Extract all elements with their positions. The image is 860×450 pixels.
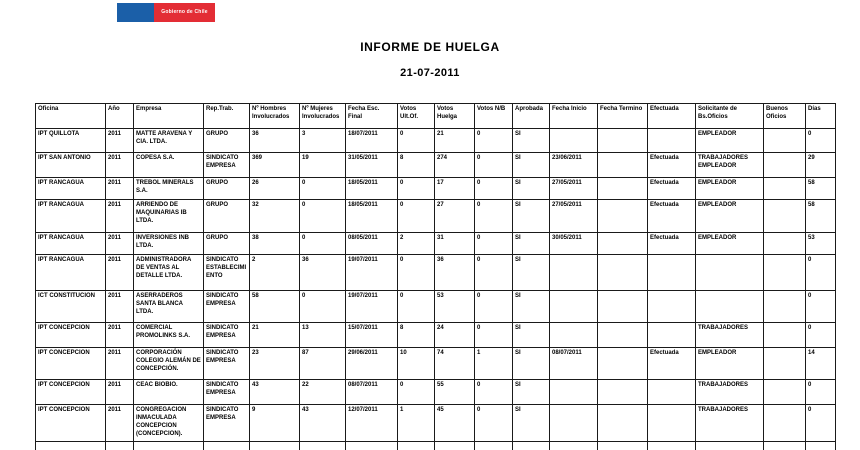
column-header: Año <box>106 104 134 129</box>
logo-text: Gobierno de Chile <box>161 9 208 15</box>
table-body <box>36 129 836 450</box>
table-cell: SI <box>513 380 550 405</box>
table-cell: 53 <box>435 291 475 323</box>
table-cell: 18/07/2011 <box>346 129 398 153</box>
table-cell <box>598 380 648 405</box>
table-cell: 08/05/2011 <box>346 233 398 255</box>
table-cell: 29/06/2011 <box>346 348 398 380</box>
table-cell: SI <box>513 323 550 348</box>
table-cell: IPT CONCEPCION <box>36 380 106 405</box>
column-header: Efectuada <box>648 104 696 129</box>
table-cell <box>435 442 475 450</box>
table-cell: 45 <box>435 405 475 442</box>
table-cell: 36 <box>300 255 346 291</box>
table-cell: GRUPO <box>204 129 250 153</box>
table-cell: 3 <box>300 129 346 153</box>
table-cell: 18/05/2011 <box>346 200 398 233</box>
table-cell: 30/05/2011 <box>550 233 598 255</box>
table-cell: 53 <box>806 233 836 255</box>
table-head <box>36 104 836 129</box>
table-cell: 0 <box>475 405 513 442</box>
table-cell: 23/06/2011 <box>550 153 598 178</box>
table-cell: IPT CONCEPCION <box>36 348 106 380</box>
table-cell: SI <box>513 200 550 233</box>
table-cell: IPT RANCAGUA <box>36 178 106 200</box>
table-cell: 36 <box>250 129 300 153</box>
table-cell: 24 <box>435 323 475 348</box>
table-cell <box>475 442 513 450</box>
table-cell: 23 <box>250 348 300 380</box>
table-cell: 22 <box>300 380 346 405</box>
table-cell: Efectuada <box>648 200 696 233</box>
column-header: Solicitante de Bs.Oficios <box>696 104 764 129</box>
table-cell: 19 <box>300 153 346 178</box>
table-cell: 369 <box>250 153 300 178</box>
table-cell: IPT QUILLOTA <box>36 129 106 153</box>
table-cell: TRABAJADORES <box>696 405 764 442</box>
table-cell <box>696 442 764 450</box>
table-row <box>36 380 836 405</box>
table-cell: 27 <box>435 200 475 233</box>
table-cell <box>598 405 648 442</box>
table-cell <box>764 153 806 178</box>
table-cell: SINDICATO ESTABLECIMIENTO <box>204 255 250 291</box>
table-cell: 274 <box>435 153 475 178</box>
table-cell: ASERRADEROS SANTA BLANCA LTDA. <box>134 291 204 323</box>
table-cell <box>648 442 696 450</box>
table-cell <box>806 442 836 450</box>
column-header: Fecha Termino <box>598 104 648 129</box>
table-cell: 74 <box>435 348 475 380</box>
table-cell: COPESA S.A. <box>134 153 204 178</box>
table-cell <box>764 200 806 233</box>
table-cell: 2011 <box>106 323 134 348</box>
table-cell: 2011 <box>106 348 134 380</box>
table-cell <box>696 255 764 291</box>
table-cell: Efectuada <box>648 348 696 380</box>
table-cell <box>598 323 648 348</box>
column-header: Fecha Inicio <box>550 104 598 129</box>
column-header: Empresa <box>134 104 204 129</box>
table-cell: GRUPO <box>204 200 250 233</box>
table-cell: SI <box>513 291 550 323</box>
logo-flag-red <box>154 3 215 22</box>
table-cell: 2011 <box>106 405 134 442</box>
table-cell: 0 <box>398 200 435 233</box>
table-cell: 0 <box>806 129 836 153</box>
table-cell <box>598 442 648 450</box>
table-cell <box>648 291 696 323</box>
table-cell: 0 <box>475 380 513 405</box>
column-header: Fecha Esc. Final <box>346 104 398 129</box>
table-cell: SI <box>513 153 550 178</box>
table-cell <box>764 380 806 405</box>
header-row <box>36 104 836 129</box>
table-cell: EMPLEADOR <box>696 200 764 233</box>
table-row <box>36 291 836 323</box>
table-cell: 2011 <box>106 129 134 153</box>
table-row <box>36 200 836 233</box>
table-row <box>36 323 836 348</box>
table-cell: CEAC BIOBIO. <box>134 380 204 405</box>
table-cell: 19/07/2011 <box>346 291 398 323</box>
table-cell: Efectuada <box>648 178 696 200</box>
table-cell: IPT RANCAGUA <box>36 255 106 291</box>
table-cell <box>550 255 598 291</box>
table-cell: 2011 <box>106 291 134 323</box>
table-cell: 2011 <box>106 178 134 200</box>
table-cell <box>764 233 806 255</box>
table-row <box>36 405 836 442</box>
table-cell <box>648 255 696 291</box>
column-header: Votos Huelga <box>435 104 475 129</box>
column-header: Buenos Oficios <box>764 104 806 129</box>
table-cell: 31/05/2011 <box>346 153 398 178</box>
report-table <box>35 103 836 450</box>
table-row <box>36 153 836 178</box>
table-cell <box>696 291 764 323</box>
table-cell <box>598 129 648 153</box>
table-cell: SI <box>513 129 550 153</box>
table-cell: SI <box>513 233 550 255</box>
table-cell: 58 <box>806 178 836 200</box>
table-cell: 31 <box>435 233 475 255</box>
table-cell: 9 <box>250 405 300 442</box>
table-cell: 58 <box>806 200 836 233</box>
table-cell: 0 <box>475 153 513 178</box>
table-cell: SI <box>513 405 550 442</box>
table-cell <box>648 323 696 348</box>
table-cell: 26 <box>250 178 300 200</box>
table-cell <box>598 178 648 200</box>
table-cell: EMPLEADOR <box>696 348 764 380</box>
table-cell <box>598 200 648 233</box>
table-cell <box>550 291 598 323</box>
table-cell: SI <box>513 178 550 200</box>
table-cell: SINDICATO EMPRESA <box>204 380 250 405</box>
table-cell: TRABAJADORES <box>696 380 764 405</box>
report-date: 21-07-2011 <box>400 67 460 79</box>
table-cell <box>106 442 134 450</box>
logo-flag-blue <box>117 3 154 22</box>
table-cell: 43 <box>250 380 300 405</box>
table-cell: SINDICATO EMPRESA <box>204 291 250 323</box>
table-cell: CONGREGACION INMACULADA CONCEPCION (CONCEPCION). <box>134 405 204 442</box>
table-cell <box>598 255 648 291</box>
table-cell <box>764 442 806 450</box>
table-cell: Efectuada <box>648 153 696 178</box>
table-cell: 17 <box>435 178 475 200</box>
table-cell: 0 <box>475 178 513 200</box>
table-cell: 0 <box>398 129 435 153</box>
table-cell: SI <box>513 348 550 380</box>
table-cell: 0 <box>475 255 513 291</box>
table-cell <box>764 255 806 291</box>
table-cell <box>764 291 806 323</box>
table-cell <box>346 442 398 450</box>
table-cell: SINDICATO EMPRESA <box>204 405 250 442</box>
table-cell: 87 <box>300 348 346 380</box>
table-cell: 13 <box>300 323 346 348</box>
table-cell: EMPLEADOR <box>696 233 764 255</box>
table-cell: SINDICATO EMPRESA <box>204 348 250 380</box>
table-cell <box>598 233 648 255</box>
table-cell: 08/07/2011 <box>550 348 598 380</box>
table-cell: 2011 <box>106 233 134 255</box>
table-cell: 0 <box>806 405 836 442</box>
table-cell: 0 <box>398 178 435 200</box>
table-cell: 14 <box>806 348 836 380</box>
table-cell: IPT RANCAGUA <box>36 233 106 255</box>
table-cell <box>250 442 300 450</box>
table-cell: 32 <box>250 200 300 233</box>
table-cell: 0 <box>806 255 836 291</box>
table-cell: 38 <box>250 233 300 255</box>
table-cell: 0 <box>300 200 346 233</box>
table-cell: Efectuada <box>648 233 696 255</box>
table-cell <box>36 442 106 450</box>
table-cell: 36 <box>435 255 475 291</box>
table-cell: 2011 <box>106 153 134 178</box>
table-cell: ADMINISTRADORA DE VENTAS AL DETALLE LTDA. <box>134 255 204 291</box>
table-cell: 21 <box>435 129 475 153</box>
table-row <box>36 233 836 255</box>
column-header: Aprobada <box>513 104 550 129</box>
column-header: Rep.Trab. <box>204 104 250 129</box>
page-title: INFORME DE HUELGA <box>360 40 500 54</box>
table-cell: 21 <box>250 323 300 348</box>
table-row <box>36 255 836 291</box>
column-header: Nº Hombres Involucrados <box>250 104 300 129</box>
table-row <box>36 129 836 153</box>
table-cell: SINDICATO EMPRESA <box>204 323 250 348</box>
table-cell <box>550 442 598 450</box>
table-cell: 8 <box>398 153 435 178</box>
table-cell: GRUPO <box>204 178 250 200</box>
table-cell: 08/07/2011 <box>346 380 398 405</box>
table-cell: 0 <box>475 129 513 153</box>
table-cell: 0 <box>806 323 836 348</box>
table-row <box>36 348 836 380</box>
table-cell: GRUPO <box>204 233 250 255</box>
table-cell <box>204 442 250 450</box>
table-cell <box>550 323 598 348</box>
table-cell: 43 <box>300 405 346 442</box>
table-cell <box>550 129 598 153</box>
table-cell: 19/07/2011 <box>346 255 398 291</box>
table-cell <box>550 380 598 405</box>
table-cell: 0 <box>398 380 435 405</box>
table-cell: 2011 <box>106 255 134 291</box>
table-cell: 0 <box>300 233 346 255</box>
table-cell <box>598 153 648 178</box>
table-cell: 55 <box>435 380 475 405</box>
table-cell <box>300 442 346 450</box>
table-cell: 27/05/2011 <box>550 200 598 233</box>
table-cell: 58 <box>250 291 300 323</box>
table-cell: 2 <box>250 255 300 291</box>
table-cell: 0 <box>300 178 346 200</box>
table-cell: 29 <box>806 153 836 178</box>
table-cell <box>398 442 435 450</box>
table-cell <box>598 348 648 380</box>
table-cell: IPT CONCEPCION <box>36 323 106 348</box>
table-cell <box>764 178 806 200</box>
table-row <box>36 178 836 200</box>
table-cell: 2011 <box>106 380 134 405</box>
table-cell: 0 <box>398 255 435 291</box>
table-cell <box>764 348 806 380</box>
table-cell: 27/05/2011 <box>550 178 598 200</box>
table-cell: 2 <box>398 233 435 255</box>
table-cell: CORPORACIÓN COLEGIO ALEMÁN DE CONCEPCIÓN. <box>134 348 204 380</box>
table-cell: 0 <box>398 291 435 323</box>
table-cell: COMERCIAL PROMOLINKS S.A. <box>134 323 204 348</box>
table-cell <box>764 405 806 442</box>
table-cell <box>648 129 696 153</box>
table-cell: IPT CONCEPCION <box>36 405 106 442</box>
table-cell: EMPLEADOR <box>696 178 764 200</box>
table-cell: 0 <box>475 200 513 233</box>
table-cell: TREBOL MINERALS S.A. <box>134 178 204 200</box>
table-cell: 12/07/2011 <box>346 405 398 442</box>
table-cell <box>764 129 806 153</box>
table-cell: 1 <box>475 348 513 380</box>
column-header: Nº Mujeres Involucrados <box>300 104 346 129</box>
table-cell: 8 <box>398 323 435 348</box>
table-cell: 0 <box>475 323 513 348</box>
table-cell: IPT RANCAGUA <box>36 200 106 233</box>
table-cell: 0 <box>806 291 836 323</box>
table-cell <box>550 405 598 442</box>
table-cell: TRABAJADORES EMPLEADOR <box>696 153 764 178</box>
gobierno-de-chile-logo <box>117 3 215 22</box>
table-row <box>36 442 836 450</box>
table-cell: EMPLEADOR <box>696 129 764 153</box>
table-cell: 0 <box>475 291 513 323</box>
table-cell: 2011 <box>106 200 134 233</box>
table-cell: ARRIENDO DE MAQUINARIAS IB LTDA. <box>134 200 204 233</box>
table-cell <box>648 380 696 405</box>
column-header: Días <box>806 104 836 129</box>
table-cell: SI <box>513 255 550 291</box>
table-cell <box>513 442 550 450</box>
table-cell: 0 <box>806 380 836 405</box>
table-cell <box>134 442 204 450</box>
table-cell: 18/05/2011 <box>346 178 398 200</box>
table-cell: MATTE ARAVENA Y CIA. LTDA. <box>134 129 204 153</box>
table-cell: 0 <box>300 291 346 323</box>
column-header: Votos Ult.Of. <box>398 104 435 129</box>
table-cell: 0 <box>475 233 513 255</box>
table-cell <box>648 405 696 442</box>
table-cell: IPT SAN ANTONIO <box>36 153 106 178</box>
table-cell: SINDICATO EMPRESA <box>204 153 250 178</box>
table-cell: 15/07/2011 <box>346 323 398 348</box>
table-cell: INVERSIONES INB LTDA. <box>134 233 204 255</box>
table-cell: 1 <box>398 405 435 442</box>
table-cell: TRABAJADORES <box>696 323 764 348</box>
table-cell: 10 <box>398 348 435 380</box>
table-cell <box>764 323 806 348</box>
column-header: Oficina <box>36 104 106 129</box>
table-cell: ICT CONSTITUCION <box>36 291 106 323</box>
table-cell <box>598 291 648 323</box>
column-header: Votos N/B <box>475 104 513 129</box>
